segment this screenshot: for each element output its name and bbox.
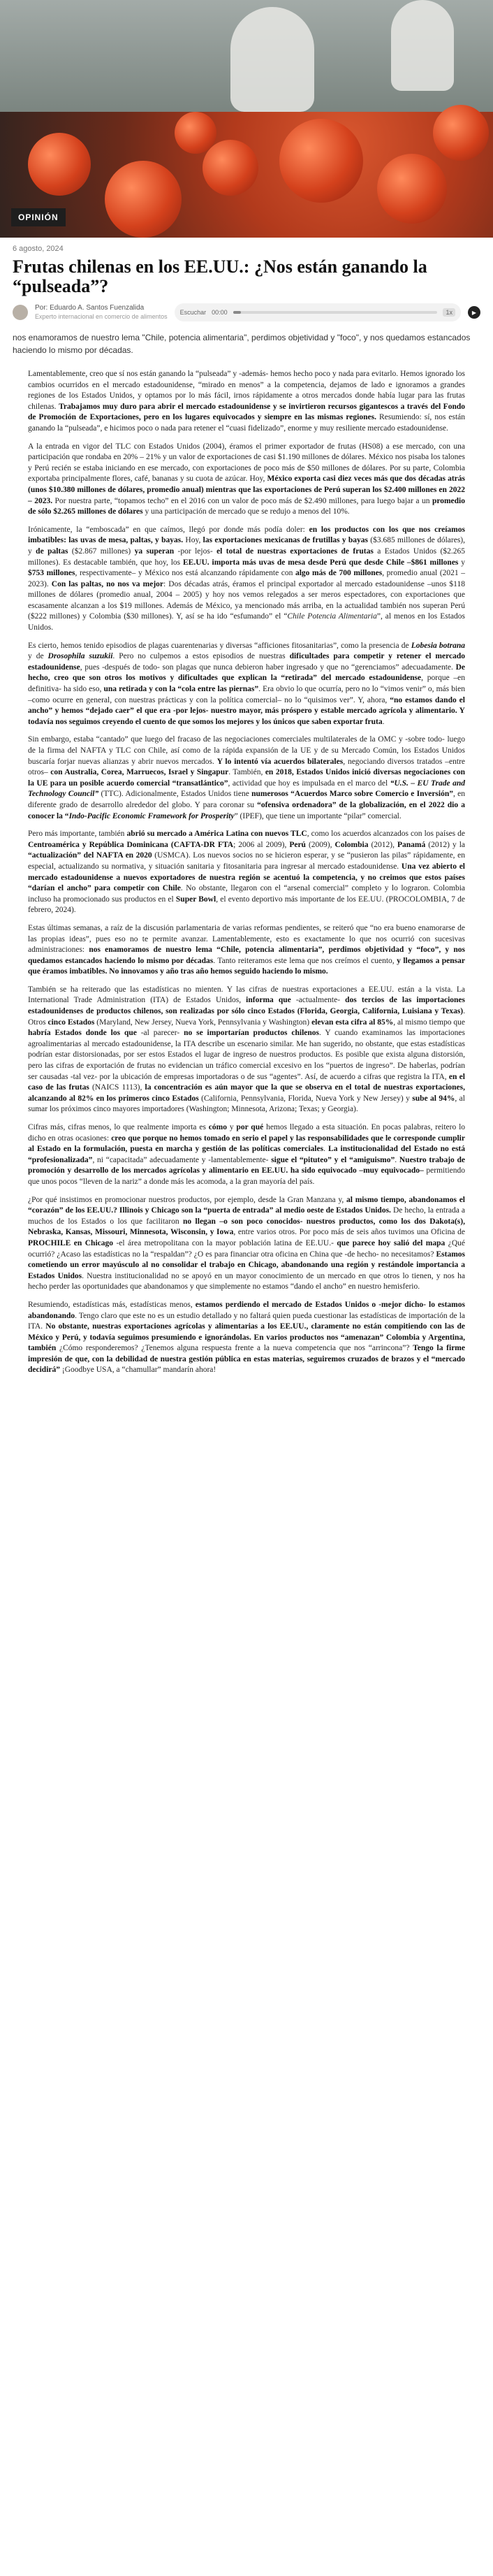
text-segment: permitiendo que unos pocos “lleven de la nariz” a donde más les acomoda, a la gran mayoría del país. [28, 1166, 465, 1186]
text-segment: una retirada y con la “cola entre las piernas” [103, 685, 259, 694]
text-segment: Resumiendo, estadísticas más, estadísticas menos, [28, 1300, 196, 1309]
text-segment: , negociando diversos tratados –entre otros– [28, 757, 465, 777]
text-segment: , entre varios otros. Por poco más de seis años tuvimos una Oficina de [233, 1228, 465, 1237]
text-segment: Por nuestra parte, “topamos techo” en el 2016 con un valor de poco más de $2.490 millones, para luego bajar a un [52, 496, 432, 505]
text-segment: las exportaciones mexicanas de frutillas y bayas [203, 536, 368, 545]
text-segment: , al mismo tiempo que [393, 1018, 465, 1027]
text-segment: no llegan –o son poco conocidos- nuestros productos, como los dos Dakota(s), Nebraska, Kansas, Missouri, Minnesota, Wisconsin, y Iowa [28, 1217, 465, 1237]
text-segment: (2009), [305, 840, 335, 849]
article-date: 6 agosto, 2024 [13, 245, 64, 253]
text-segment: Cifras más, cifras menos, lo que realmente importa es [28, 1123, 209, 1131]
text-segment: Drosophila suzukii [47, 652, 113, 661]
text-segment: , el evento deportivo más importante de los EE.UU. (PROCOLOMBIA, 7 de febrero, 2024). [28, 895, 465, 915]
article-paragraph [28, 829, 465, 916]
text-segment: numerosos “Acuerdos Marco sobre Comercio e Inversión” [251, 790, 453, 799]
text-segment: Irónicamente, la “emboscada” en que caímos, llegó por donde más podía doler: [28, 525, 309, 534]
article-paragraph [28, 923, 465, 978]
text-segment: por qué [236, 1123, 264, 1131]
tomato-shape [203, 140, 258, 196]
text-segment: en los productos con los que nos creíamos imbatibles: las uvas de mesa, paltas, y bayas. [28, 525, 465, 545]
text-segment: La institucionalidad del Estado no está “profesionalizada” [28, 1145, 466, 1164]
byline [35, 304, 168, 321]
text-segment: Pero más importante, también [28, 830, 127, 839]
audio-progress[interactable] [233, 311, 438, 314]
text-segment: abrió su mercado a América Latina con nuevos TLC [126, 830, 307, 839]
tomato-shape [279, 119, 363, 203]
text-segment: Hoy, [183, 536, 203, 545]
text-segment: . También, [228, 768, 265, 777]
tomato-shape [175, 112, 216, 154]
article-paragraph [28, 641, 465, 728]
worker-figure [391, 0, 454, 91]
text-segment: y una participación de mercado que se redujo a menos del 10%. [142, 507, 350, 516]
article-paragraph [28, 525, 465, 634]
text-segment: informa que [246, 996, 291, 1005]
text-segment: Colombia [334, 840, 369, 849]
text-segment: -por lejos- [174, 547, 217, 556]
text-segment: que parece hoy salió del mapa [337, 1238, 446, 1247]
tomato-shape [433, 105, 489, 161]
text-segment: Chile Potencia Alimentaria [287, 612, 377, 621]
text-segment: ya superan [134, 547, 175, 556]
text-segment: con Australia, Corea, Marruecos, Israel y Singapur [50, 768, 229, 777]
text-segment: ¿Cómo responderemos? ¿Tenemos alguna respuesta frente a la nueva competencia que nos “arrincona”? [56, 1344, 413, 1353]
text-segment: ; 2006 al 2009), [233, 840, 290, 849]
text-segment: Perú [289, 840, 306, 849]
text-segment: ¿Por qué insistimos en promocionar nuestros productos, por ejemplo, desde la Gran Manzana y, [28, 1195, 346, 1204]
hero-image [0, 0, 493, 238]
text-segment: y [458, 558, 466, 567]
text-segment: (2012) y la [425, 840, 465, 849]
text-segment: -actualmente- [290, 996, 346, 1005]
text-segment: Es cierto, hemos tenido episodios de plagas cuarentenarias y diversas “afficiones fitosanitarias”, como la presencia de [28, 641, 411, 650]
audio-speed[interactable]: 1x [443, 308, 455, 317]
text-segment: A la entrada en vigor del TLC con Estados Unidos (2004), éramos el primer exportador de frutas (HS08) a ese mercado, con una participación que rondaba en 20% – 21% y un valor de exportaciones de casi $1.190 millones de dólares. México nos pisaba los talones y Perú recién se estaba iniciando en ese mercado, con exportaciones de poco más de $50 millones de dólares. Por su parte, Colombia exportaba principalmente flores, café, bananas y su cuota de azúcar. Hoy, [28, 442, 465, 484]
worker-figure [230, 7, 314, 112]
text-segment: , promedio anual (2021 – 2023). [28, 569, 465, 588]
text-segment: , al sumar los próximos cinco mayores importadores (Washington; Minnesota, Arizona; Texas; y Georgia). [28, 1094, 465, 1114]
article-paragraph [28, 442, 465, 518]
text-segment: en el caso de las frutas [28, 1072, 465, 1092]
text-segment: estamos perdiendo el mercado de Estados Unidos o -mejor dicho- lo estamos abandonando [28, 1300, 465, 1320]
text-segment: -al parecer- [136, 1029, 184, 1038]
text-segment: México exporta casi diez veces más que dos décadas atrás (unos $10.380 millones de dólares, promedio anual) mientras que las exportaciones de Perú superan los $2.400 millones en 2022 – 2023. [28, 475, 465, 505]
text-segment: ” (IPEF), que tiene un importante “pilar” comercial. [234, 811, 402, 820]
text-segment: Nuestro trabajo de promoción y desarrollo de los mercados agrícolas y alimentario en EE.UU. ha sido equivocado –muy equivocado– [28, 1155, 465, 1175]
text-segment: Y lo intentó vía acuerdos bilaterales [216, 757, 344, 766]
text-segment: EE.UU. importa más uvas de mesa desde Perú que desde Chile –$861 millones [182, 558, 459, 567]
text-segment: No obstante, nuestras exportaciones agrícolas y alimentarias a los EE.UU., claramente no están compitiendo con las de México y Perú, y todavía seguimos presumiendo e ignorándolas. En varios productos nos “amenazan” Colombia y Argentina, también [28, 1322, 465, 1353]
play-icon[interactable]: ▶ [468, 306, 480, 319]
text-segment: De hecho, creo que son otros los motivos y dificultades que explican la “retirada” del mercado estadounidense [28, 663, 465, 683]
text-segment: Lamentablemente, creo que sí nos están ganando la “pulseada” y -además- hemos hecho poco y nada para evitarlo. Hemos ignorado los cambios ocurridos en el mercado estadounidense, “mirado en menos” a la competencia, dejamos de lado e ignoramos a grandes regiones de los Estados Unidos, y optamos por lo más fácil, irnos rápidamente a otros mercados donde había lugar para las frutas chilenas. [28, 370, 465, 411]
text-segment: cómo [208, 1123, 227, 1131]
audio-player[interactable] [175, 303, 461, 321]
text-segment: Estas últimas semanas, a raíz de la discusión parlamentaria de varias reformas pendientes, se reiteró que “no era bueno enamorarse de las propias ideas”, pues eso no te permite avanzar. Lamentablemente, esto es exactamente lo que nos ocurrió con sucesivas administraciones: [28, 923, 465, 955]
text-segment: algo más de 700 millones [295, 569, 383, 578]
text-segment: (TTC). Adicionalmente, Estados Unidos tiene [98, 790, 252, 799]
author-name[interactable]: Por: Eduardo A. Santos Fuenzalida [35, 304, 145, 312]
text-segment: “ofensiva ordenadora” de la globalización, en el 2022 dio a conocer la “ [28, 800, 465, 820]
text-segment: (USMCA). Los nuevos socios no se hicieron esperar, y se “pusieron las pilas” rápidamente, en especial, actualizando su normativa, y situación sanitaria y fitosanitaria para ingresar al mercado estadounidense. [28, 851, 465, 871]
text-segment: . Era obvio lo que ocurría, pero no lo “vimos venir” o, más bien –como ocurre en general, con nuestras prácticas y con la política comercial– no lo “quisimos ver”. Y, ahora, [28, 685, 466, 704]
article-title: Frutas chilenas en los EE.UU.: ¿Nos están ganando la “pulseada”? [13, 256, 427, 296]
text-segment: dificultades para competir y retener el mercado estadounidense [28, 652, 465, 672]
article-paragraph [28, 1122, 465, 1188]
text-segment: ¡Goodbye USA, a “chamullar” mandarín ahora! [60, 1366, 216, 1375]
text-segment: Panamá [397, 840, 426, 849]
text-segment: ($3.685 millones de dólares), y [28, 536, 465, 556]
text-segment: , porque –en definitiva- ha sido eso, [28, 674, 465, 694]
author-role: Experto internacional en comercio de alimentos [35, 313, 168, 320]
text-segment: “U.S. – EU Trade and Technology Council” [28, 779, 465, 799]
text-segment: , como los acuerdos alcanzados con los países de [307, 830, 466, 839]
article-body [0, 369, 493, 1376]
text-segment: . Nuestra institucionalidad no se apoyó en un mayor conocimiento de un mercado en que otros lo tienen, y nos ha hecho perder las oportunidades que abandonamos y que simplemente no estamos “dando el ancho” en nuestro hemisferio. [28, 1271, 465, 1291]
text-segment: Lobesia botrana [411, 641, 465, 650]
text-segment: , actividad que hoy es impulsada en el marco del [228, 779, 390, 788]
text-segment: . Y cuando examinamos las importaciones agroalimentarias al mercado estadounidense, la ITA describe un escenario similar. Me han sugerido, no obstante, que estas estadísticas podrían estar distorsionadas, por ser estos Estados el lugar de ingreso de nuestros productos. Es posible que exista alguna distorsión, pero las cifras de exportación de frutas no evidencian un tráfico comercial excesivo en los “puertos de ingreso”. De haberlas, podrían ser causadas -tal vez- por la ubicación de empresas importadoras o de sus “agentes”. Así, de acuerdo a cifras que registra la ITA, [28, 1029, 466, 1081]
byline-row [13, 303, 480, 321]
text-segment: . Tanto reiteramos este lema que nos creímos el cuento, [213, 956, 397, 965]
text-segment: elevan esta cifra al 85% [311, 1018, 394, 1027]
text-segment: sube al 94% [412, 1094, 455, 1103]
text-segment: . [395, 1155, 399, 1164]
text-segment: Resumiendo: sí, nos están ganando la “pulseada”, e hicimos poco o nada para retener el “cuasi fidelizado”, enorme y muy resiliente mercado estadounidense. [28, 413, 465, 433]
text-segment: Super Bowl [175, 895, 216, 904]
text-segment: no se importarían productos chilenos [184, 1029, 319, 1038]
text-segment: y [226, 1123, 237, 1131]
text-segment: Sin embargo, estaba “cantado” que luego del fracaso de las negociaciones comerciales multilaterales de la OMC y -sobre todo- luego de la firma del NAFTA y TLC con Chile, así como de la rápida expansión de la UE y de su Mercado Común, los Estados Unidos buscaría forjar nuevas alianzas y abrir nuevos mercados. [28, 735, 465, 766]
text-segment: , ni “capacitada” adecuadamente y -lamentablemente- [92, 1155, 272, 1164]
audio-progress-fill [233, 311, 242, 314]
text-segment: , en diferente grado de desarrollo alrededor del globo. Y para coronar su [28, 790, 465, 809]
text-segment: nos enamoramos de nuestro lema “Chile, potencia alimentaria”, perdimos objetividad y “foco”, y nos quedamos estancados haciendo lo mismo por décadas [28, 946, 465, 965]
text-segment: promedio de sólo $2.265 millones de dólares [28, 496, 466, 516]
text-segment: De hecho, la entrada a muchos de los Estados o los que facilitaron [28, 1206, 466, 1226]
article-paragraph [28, 735, 465, 822]
author-avatar [13, 305, 28, 320]
text-segment: en 2018, Estados Unidos inició diversas negociaciones con la UE para un posible acuerdo comercial “transatlántico” [28, 768, 465, 788]
article-paragraph [28, 1300, 465, 1376]
text-segment: Trabajamos muy duro para abrir el mercado estadounidense y se invirtieron recursos gigantescos a través del Fondo de Promoción de Exportaciones, pero en los lugares equivocados y siempre en las mismas regiones. [28, 402, 465, 422]
text-segment: , respectivamente– y México nos está alcanzando rápidamente con [75, 569, 295, 578]
text-segment: cinco Estados [47, 1018, 95, 1027]
text-segment: a Estados Unidos ($2.265 millones). Es destacable también, que hoy, los [28, 547, 466, 567]
text-segment: el total de nuestras exportaciones de frutas [216, 547, 374, 556]
tomato-shape [28, 133, 91, 196]
article-dek: nos enamoramos de nuestro lema "Chile, potencia alimentaria", perdimos objetividad y "foco", y nos quedamos estancados haciendo lo mismo por décadas. [13, 333, 471, 355]
audio-label: Escuchar [179, 309, 207, 316]
text-segment: -el área metropolitana con la mayor población latina de EE.UU.- [113, 1238, 337, 1247]
text-segment: Indo-Pacific Economic Framework for Prosperity [68, 811, 235, 820]
text-segment: . [382, 717, 385, 726]
text-segment: al mismo tiempo, abandonamos el “corazón” de los EE.UU.? Illinois y Chicago son la “puerta de entrada” al medio oeste de Estados Unidos. [28, 1195, 465, 1215]
text-segment: hemos llegado a esta situación. En pocas palabras, reitero lo dicho en otras ocasiones: [28, 1123, 466, 1143]
tomato-shape [377, 154, 447, 224]
text-segment: Una vez abierto el mercado estadounidense a nuevos exportadores de nuestra región se acentuó la competencia, y no creimos que estos países “darían el ancho” para competir con Chile [28, 862, 465, 893]
text-segment: y llegamos a pensar que éramos imbatibles. No innovamos y año tras año hemos seguido haciendo lo mismo. [28, 956, 466, 976]
text-segment: (Maryland, New Jersey, Nueva York, Pennsylvania y Washington) [94, 1018, 312, 1027]
text-segment: . Otros [28, 1007, 465, 1027]
text-segment: : Dos décadas atrás, éramos el principal exportador al mercado estadounidense –unos $118 millones de dólares (promedio anual, 2004 – 2005) y hoy nos vemos relegados a ser meros espectadores, con exportaciones que escasamente alcanzan a los $19 millones. Además de México, ya mencionado más arriba, en la actualidad también nos superan Perú ($222 millones) y Colombia ($30 millones). Y, así se ha ido “esfumando” el “ [28, 579, 465, 621]
text-segment: ¿Qué ocurrió? ¿Acaso las estadísticas no la “respaldan”? ¿O es para financiar otra oficina en China que -de hecho- no necesitamos? [28, 1238, 466, 1259]
text-segment: (California, Pennsylvania, Florida, Nueva York y New Jersey) y [198, 1094, 413, 1103]
text-segment: ”, al menos en los Estados Unidos. [28, 612, 465, 632]
text-segment: ($2.867 millones) [68, 547, 135, 556]
audio-time: 00:00 [212, 309, 228, 316]
text-segment: (2012), [368, 840, 398, 849]
text-segment: , pues -después de todo- son plagas que nunca debieron haber ingresado y que no “gerenciamos” adecuadamente. [80, 663, 456, 672]
text-segment: (NAICS 1113), [89, 1083, 145, 1092]
text-segment: $753 millones [28, 569, 75, 578]
text-segment: . Tengo claro que este no es un estudio detallado y no faltará quien pueda cuestionar las estadísticas de importación de la ITA. [28, 1311, 465, 1331]
text-segment: dos tercios de las importaciones estadounidenses de productos chilenos, son realizadas por sólo cinco Estados (Florida, Georgia, California, Luisiana y Texas) [28, 996, 466, 1016]
text-segment: Centroamérica y República Dominicana (CAFTA-DR FTA [28, 840, 234, 849]
article-paragraph [28, 369, 465, 435]
text-segment: habría Estados donde los que [28, 1029, 137, 1038]
text-segment: . [323, 1145, 329, 1154]
tomato-shape [105, 161, 182, 238]
text-segment: de paltas [36, 547, 68, 556]
text-segment: Estamos cometiendo un error mayúsculo al no consolidar el trabajo en Chicago, abandonando una región y restándole importancia a Estados Unidos [28, 1250, 465, 1280]
text-segment: creo que porque no hemos tomado en serio el papel y las responsabilidades que le corresponde cumplir al Estado en la formulación, puesta en marcha y gestión de las políticas comerciales [28, 1134, 465, 1154]
article-paragraph [28, 1195, 465, 1293]
text-segment: la concentración es aún mayor que la que se observa en el total de nuestras exportaciones, alcanzando al 82% en los primeros cinco Estados [28, 1083, 466, 1103]
text-segment: Con las paltas, no nos va mejor [51, 579, 164, 588]
text-segment: PROCHILE en Chicago [28, 1238, 113, 1247]
article-paragraph [28, 985, 465, 1115]
text-segment: “no estamos dando el ancho” y hemos “dejado caer” el que era -por lejos- nuestro mayor, más próspero y estable mercado agrícola y alimentario. Y todavía nos seguimos creyendo el cuento de que somos los mejores y los únicos que saben exportar fruta [28, 695, 465, 726]
text-segment: “actualización” del NAFTA en 2020 [28, 851, 152, 860]
text-segment: . Pero no culpemos a estos episodios de nuestras [112, 652, 290, 661]
text-segment: y de [28, 652, 48, 661]
text-segment: . No obstante, llegaron con el “arsenal comercial” completo y lo lograron. Colombia incluso ha promocionado sus productos en el [28, 884, 465, 904]
opinion-badge[interactable]: OPINIÓN [11, 208, 66, 226]
text-segment: También se ha reiterado que las estadísticas no mienten. Y las cifras de nuestras exportaciones a EE.UU. están a la vista. La International Trade Administration (ITA) de Estados Unidos, [28, 985, 465, 1005]
text-segment: sigue el “pituteo” y el “amiguismo” [271, 1155, 395, 1164]
text-segment: Tengo la firme impresión de que, con la debilidad de nuestra gestión pública en estas materias, seguiremos cruzados de brazos y el “mercado decidirá” [28, 1344, 465, 1375]
